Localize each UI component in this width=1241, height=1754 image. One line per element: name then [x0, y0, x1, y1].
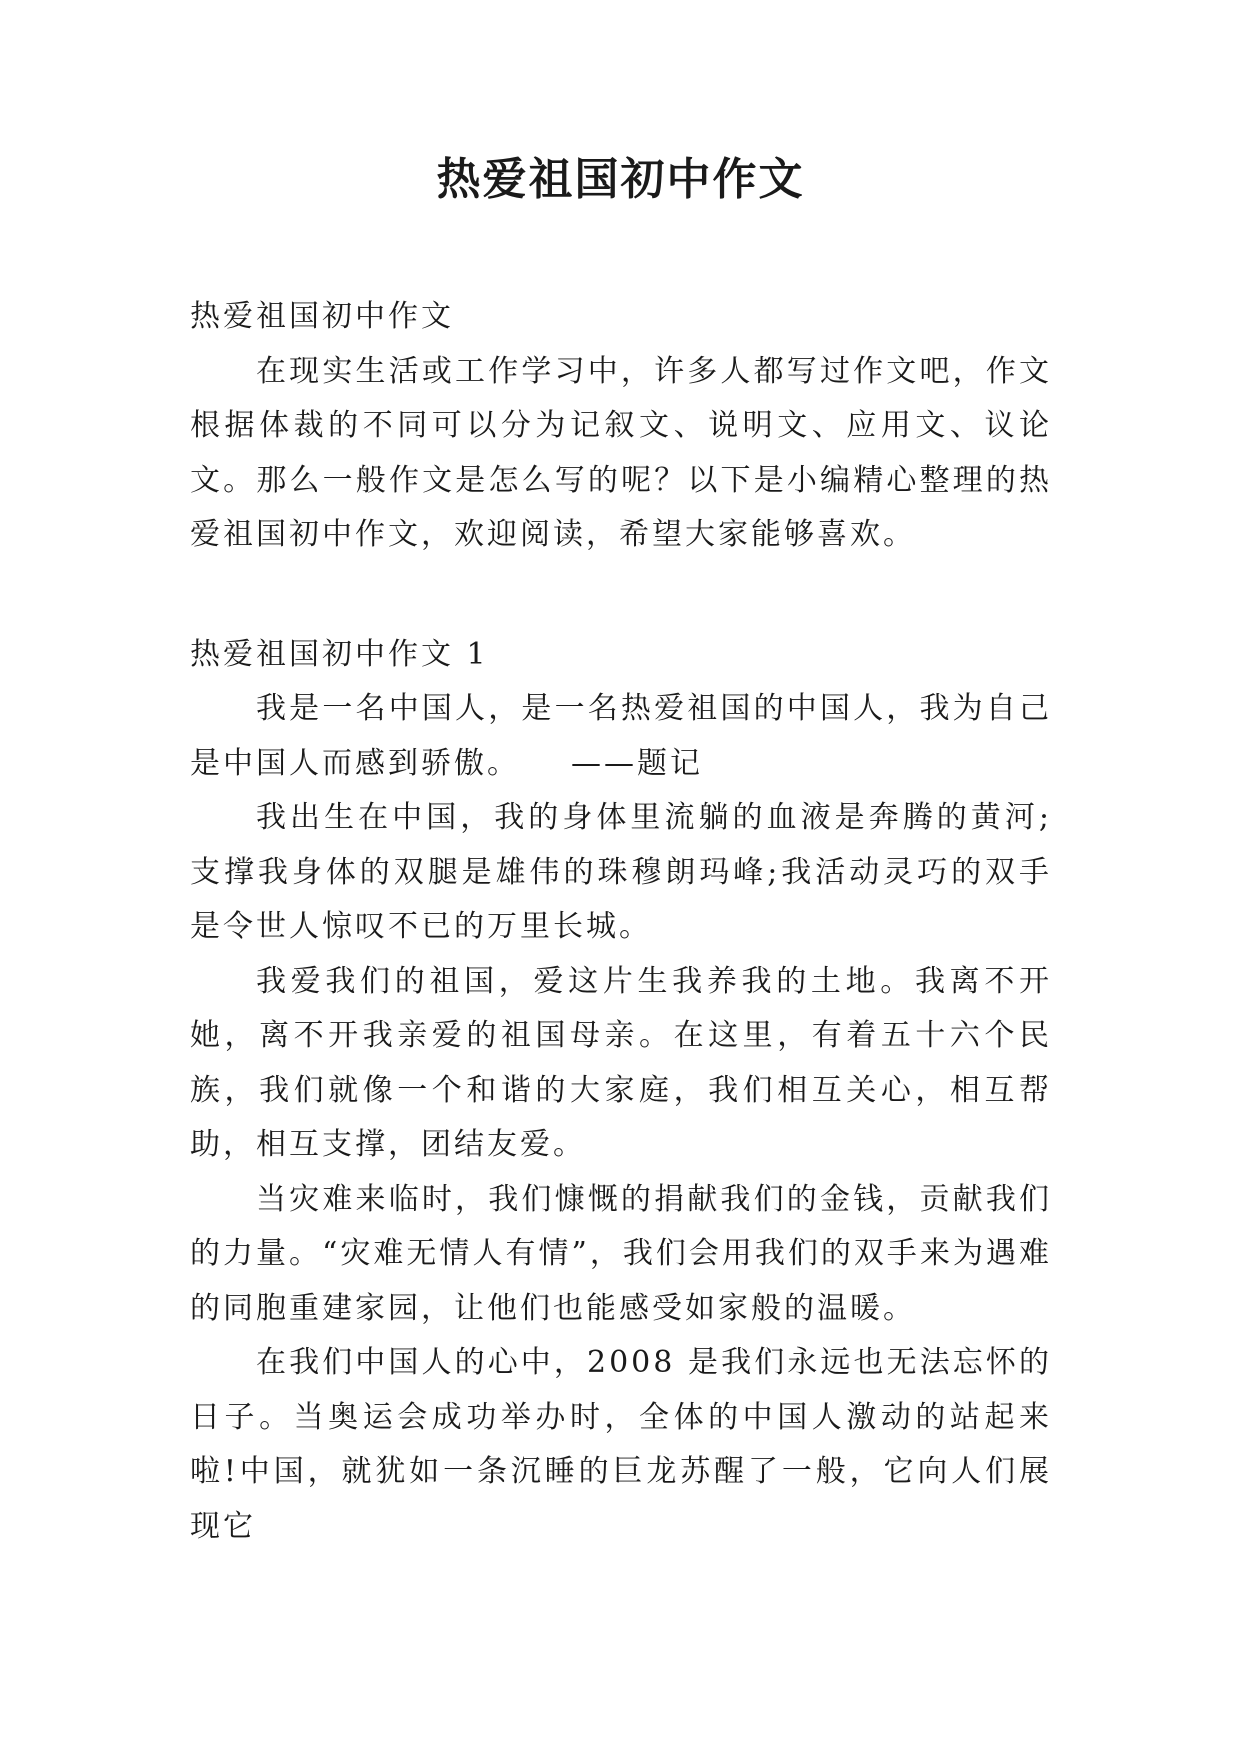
- document-title: 热爱祖国初中作文: [436, 154, 805, 205]
- section-subtitle: 热爱祖国初中作文: [190, 299, 454, 334]
- essay-paragraph-3: 我爱我们的祖国，爱这片生我养我的土地。我离不开她，离不开我亲爱的祖国母亲。在这里，有着五十六个民族，我们就像一个和谐的大家庭，我们相互关心，相互帮助，相互支撑，团结友爱。: [190, 963, 1052, 1162]
- essay-paragraph-5: 在我们中国人的心中，2008 是我们永远也无法忘怀的日子。当奥运会成功举办时，全体的中国人激动的站起来啦!中国，就犹如一条沉睡的巨龙苏醒了一般，它向人们展现它: [190, 1345, 1052, 1544]
- paragraph-gap: [190, 563, 1052, 628]
- essay-heading: 热爱祖国初中作文 1: [190, 636, 489, 672]
- intro-paragraph: 在现实生活或工作学习中，许多人都写过作文吧，作文根据体裁的不同可以分为记叙文、说明文、应用文、议论文。那么一般作文是怎么写的呢？以下是小编精心整理的热爱祖国初中作文，欢迎阅读，希望大家能够喜欢。: [190, 353, 1052, 552]
- document-body: [190, 290, 1052, 1554]
- essay-paragraph-1: 我是一名中国人，是一名热爱祖国的中国人，我为自己是中国人而感到骄傲。 ——题记: [190, 691, 1052, 781]
- essay-paragraph-2: 我出生在中国，我的身体里流躺的血液是奔腾的黄河;支撑我身体的双腿是雄伟的珠穆朗玛峰;我活动灵巧的双手是令世人惊叹不已的万里长城。: [190, 800, 1052, 944]
- essay-paragraph-4: 当灾难来临时，我们慷慨的捐献我们的金钱，贡献我们的力量。“灾难无情人有情”，我们会用我们的双手来为遇难的同胞重建家园，让他们也能感受如家般的温暖。: [190, 1181, 1052, 1326]
